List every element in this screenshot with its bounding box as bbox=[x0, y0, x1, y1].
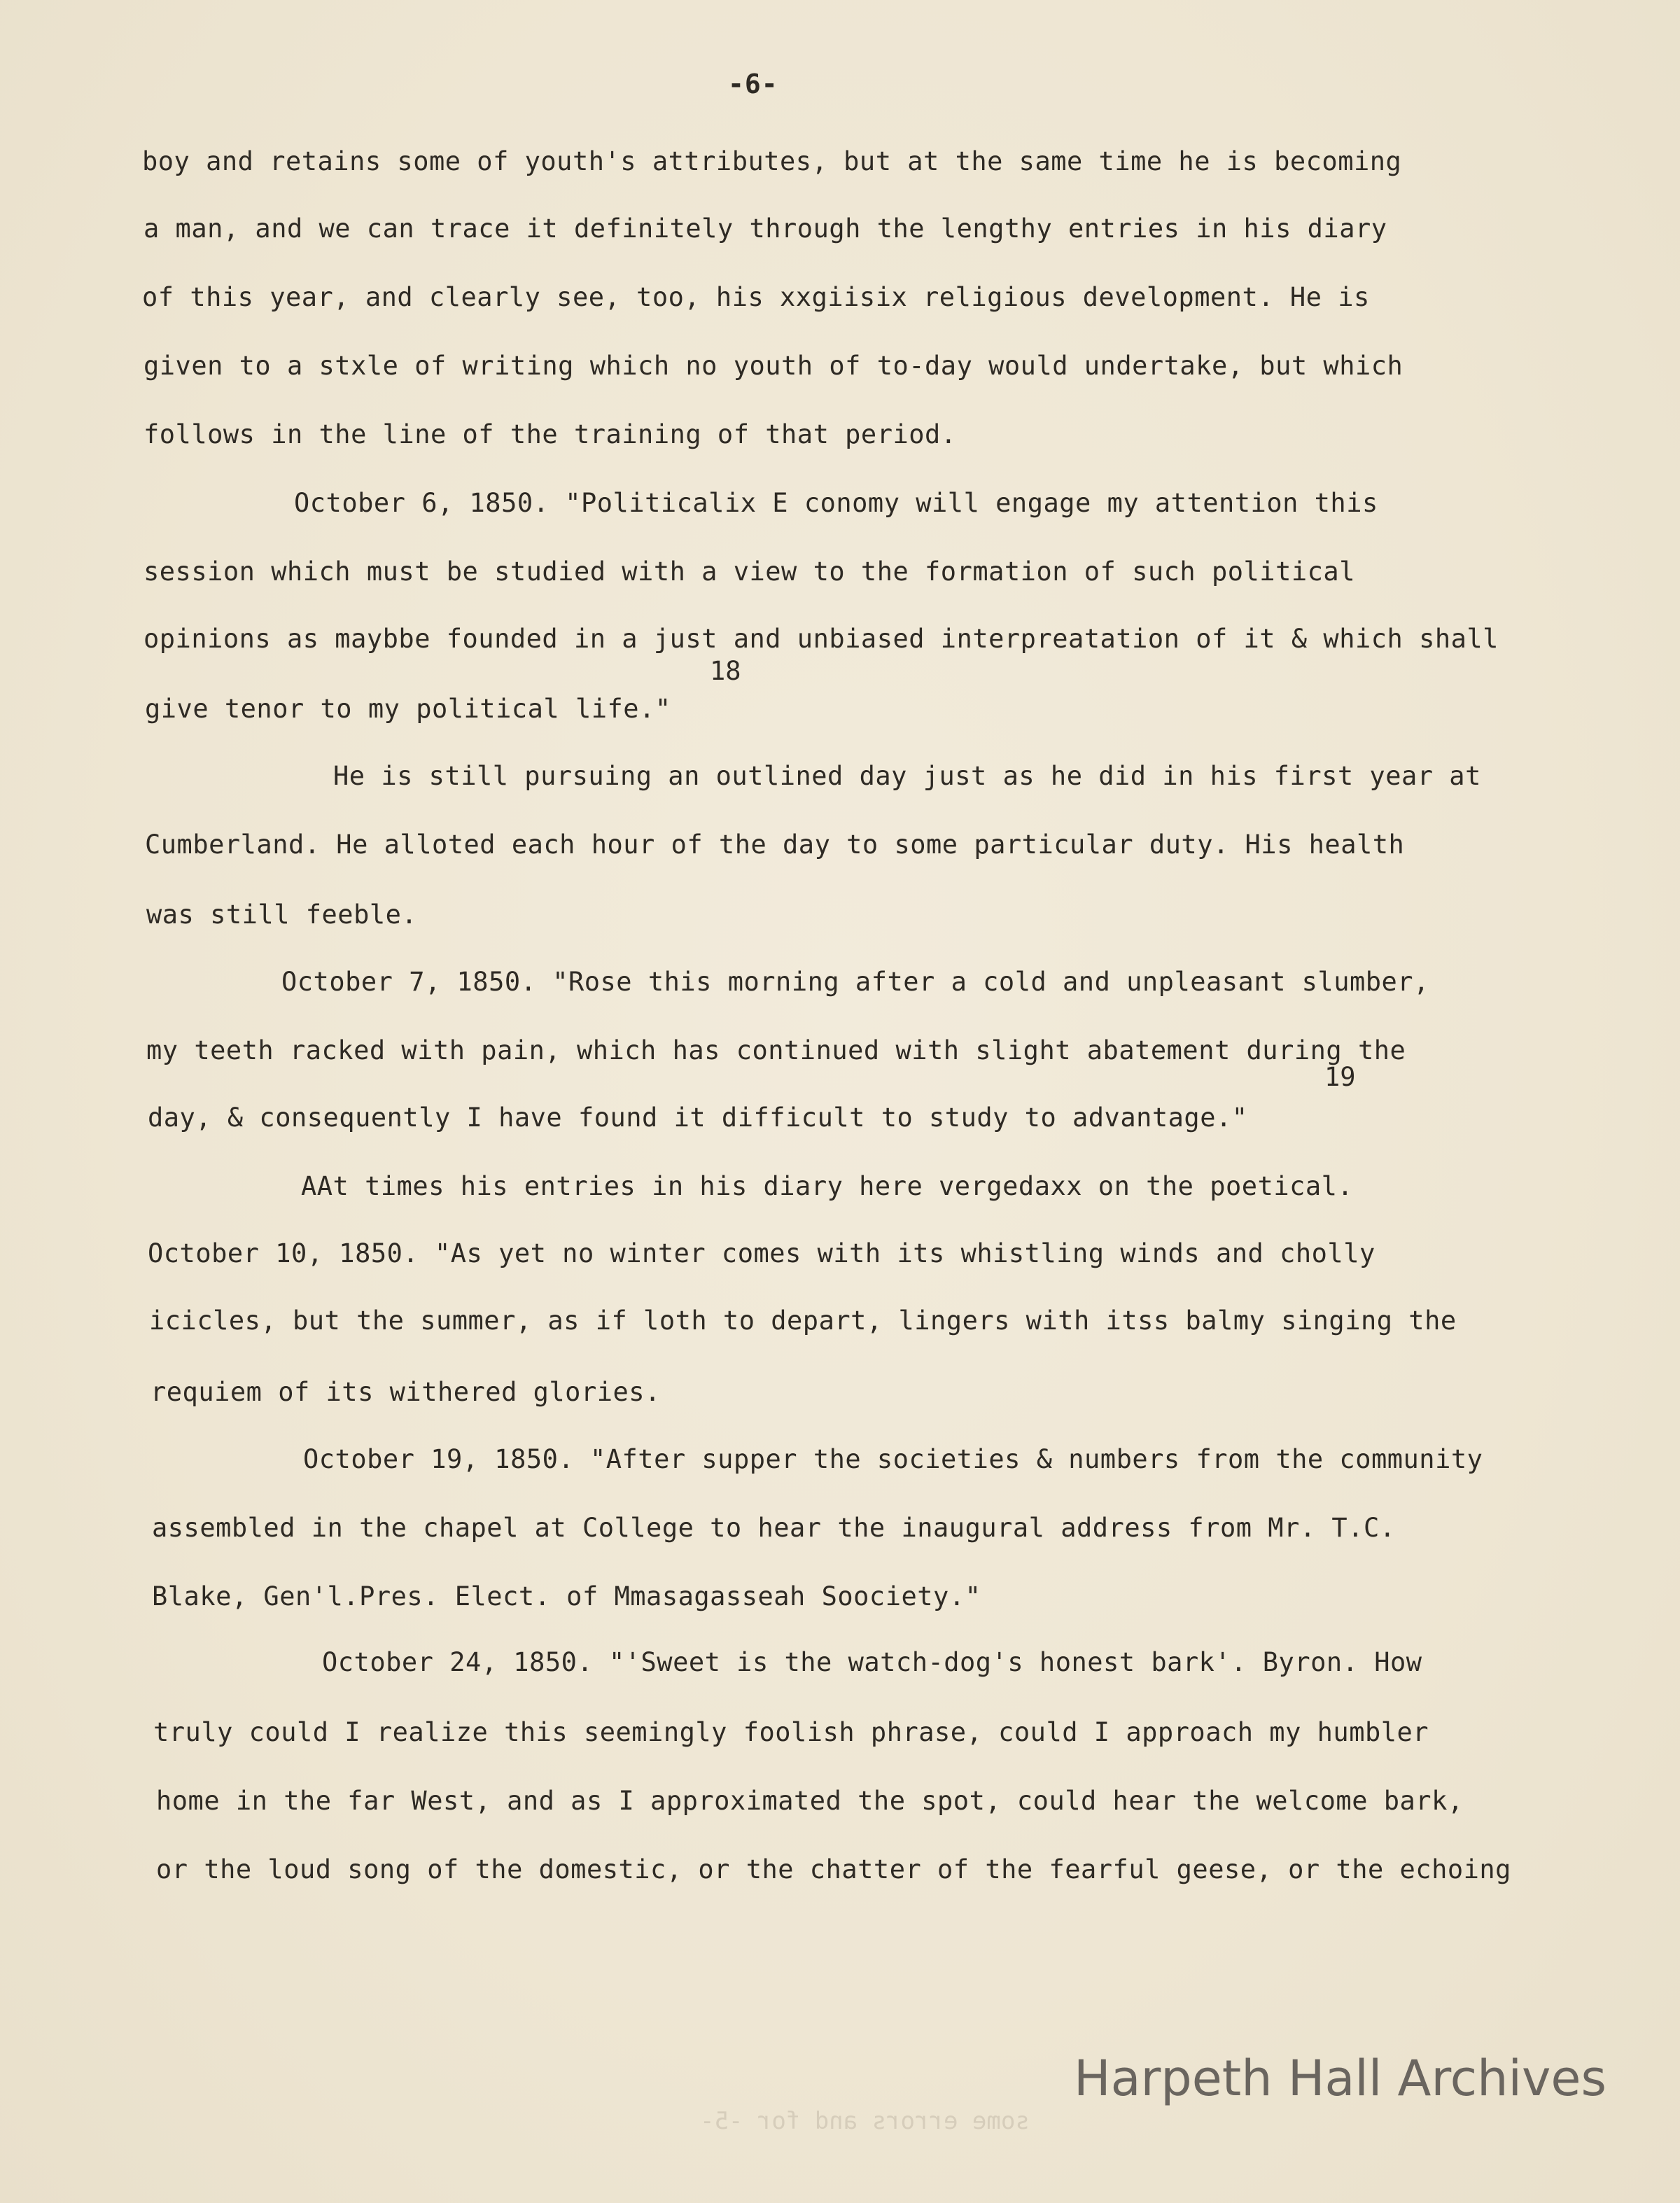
text-line: October 24, 1850. "'Sweet is the watch-dog's honest bark'. Byron. How bbox=[322, 1647, 1422, 1677]
footnote-marker: 19 bbox=[1324, 1062, 1356, 1092]
page-number: -6- bbox=[728, 69, 778, 99]
text-line: He is still pursuing an outlined day just as he did in his first year at bbox=[333, 761, 1481, 791]
text-line: October 19, 1850. "After supper the societies & numbers from the community bbox=[303, 1444, 1483, 1474]
text-line: follows in the line of the training of that period. bbox=[144, 419, 957, 449]
text-line: session which must be studied with a view to the formation of such political bbox=[144, 557, 1355, 587]
text-line: Cumberland. He alloted each hour of the day to some particular duty. His health bbox=[145, 830, 1405, 860]
text-line: Blake, Gen'l.Pres. Elect. of Mmasagasseah Soociety." bbox=[152, 1581, 981, 1611]
text-line: October 7, 1850. "Rose this morning after a cold and unpleasant slumber, bbox=[281, 967, 1429, 997]
text-line: AAt times his entries in his diary here vergedaxx on the poetical. bbox=[301, 1171, 1354, 1201]
text-line: October 6, 1850. "Politicalix E conomy will engage my attention this bbox=[294, 488, 1378, 518]
text-line: of this year, and clearly see, too, his xxgiisix religious development. He is bbox=[142, 282, 1370, 312]
text-line: given to a stxle of writing which no youth of to-day would undertake, but which bbox=[144, 351, 1404, 381]
text-line: October 10, 1850. "As yet no winter comes with its whistling winds and cholly bbox=[148, 1238, 1376, 1268]
text-line: a man, and we can trace it definitely through the lengthy entries in his diary bbox=[144, 214, 1387, 244]
text-line: day, & consequently I have found it difficult to study to advantage." bbox=[148, 1103, 1248, 1133]
text-line: home in the far West, and as I approximated the spot, could hear the welcome bark, bbox=[156, 1786, 1464, 1816]
text-line: opinions as maybbe founded in a just and unbiased interpreatation of it & which shall bbox=[144, 624, 1499, 654]
text-line: requiem of its withered glories. bbox=[150, 1377, 661, 1407]
text-line: or the loud song of the domestic, or the chatter of the fearful geese, or the echoing bbox=[156, 1854, 1511, 1884]
text-line: was still feeble. bbox=[146, 900, 418, 930]
text-line: truly could I realize this seemingly foolish phrase, could I approach my humbler bbox=[153, 1717, 1429, 1747]
bleed-through-text: some errors and for -5- bbox=[700, 2107, 1030, 2135]
archive-watermark: Harpeth Hall Archives bbox=[1074, 2050, 1606, 2107]
text-line: boy and retains some of youth's attributes, but at the same time he is becoming bbox=[142, 146, 1402, 176]
footnote-marker: 18 bbox=[710, 656, 741, 686]
text-line: give tenor to my political life." bbox=[145, 694, 671, 724]
text-line: my teeth racked with pain, which has continued with slight abatement during the bbox=[146, 1035, 1406, 1065]
text-line: icicles, but the summer, as if loth to depart, lingers with itss balmy singing the bbox=[149, 1306, 1457, 1336]
text-line: assembled in the chapel at College to hear the inaugural address from Mr. T.C. bbox=[152, 1513, 1396, 1543]
